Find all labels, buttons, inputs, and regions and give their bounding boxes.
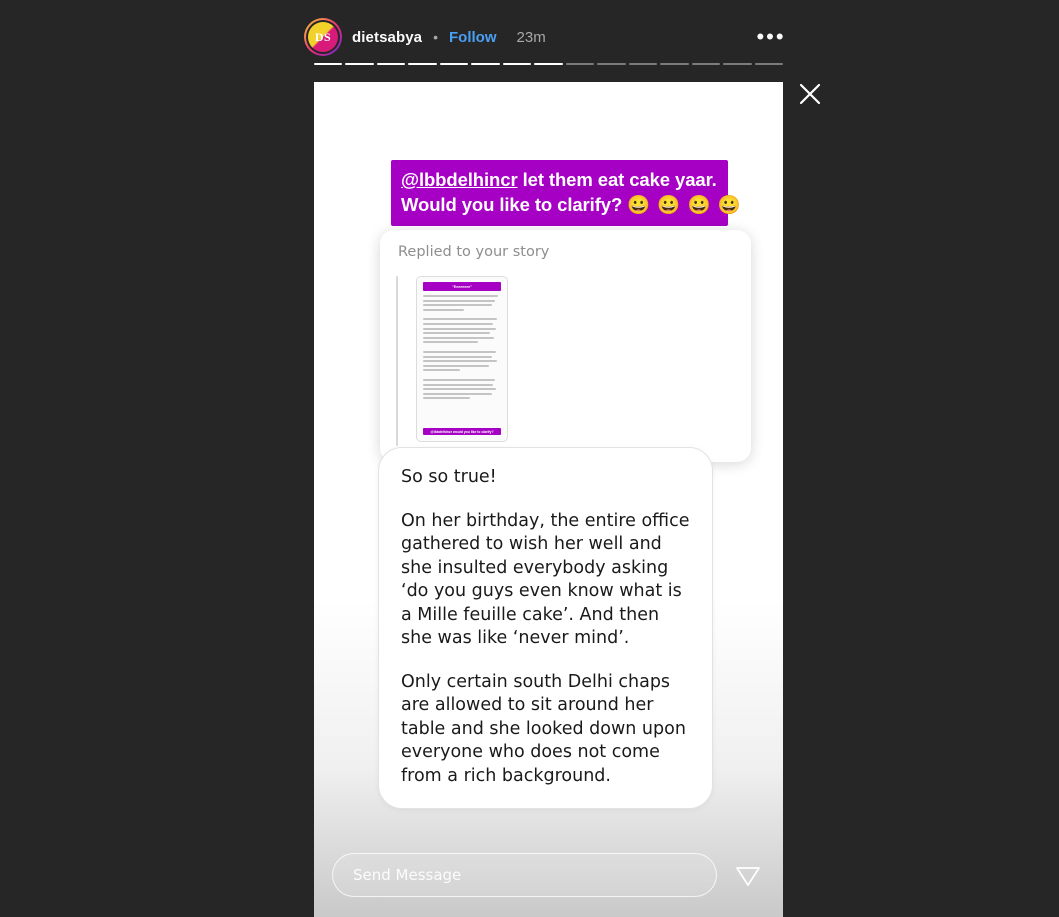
progress-segment[interactable] (314, 63, 342, 65)
thumbnail-caption-bottom (423, 428, 501, 435)
progress-segment[interactable] (503, 63, 531, 65)
caption-line-1 (401, 167, 718, 192)
reply-thumb-row (396, 276, 735, 446)
progress-segment[interactable] (377, 63, 405, 65)
ellipsis-icon[interactable]: ••• (756, 24, 786, 49)
replied-to-story-card (380, 230, 751, 462)
progress-segment[interactable] (692, 63, 720, 65)
progress-segment[interactable] (597, 63, 625, 65)
progress-segment[interactable] (566, 63, 594, 65)
avatar[interactable] (304, 18, 342, 56)
paper-plane-icon[interactable] (731, 858, 765, 892)
story-canvas[interactable] (314, 82, 783, 917)
message-bubble (378, 447, 713, 809)
replied-to-story-label: Replied to your story (398, 244, 550, 260)
timestamp-label: 23m (516, 28, 546, 46)
thumbnail-text-lines (423, 295, 501, 399)
avatar-initials: DS (308, 22, 338, 52)
message-paragraph: Only certain south Delhi chaps are allowed to sit around her table and she looked down upon everyone who does not come from a rich background. (401, 671, 686, 786)
avatar-inner (306, 20, 340, 54)
send-message-input[interactable] (332, 853, 717, 897)
progress-segment[interactable] (440, 63, 468, 65)
thumbnail-caption-top-text: "Eeeeeeee" (452, 284, 472, 289)
username-label[interactable]: dietsabya (352, 28, 423, 46)
story-progress-bar (314, 62, 783, 66)
progress-segment[interactable] (723, 63, 751, 65)
story-header (304, 14, 794, 60)
separator-dot: • (433, 29, 439, 45)
caption-line-2 (401, 192, 742, 217)
caption-emojis: 😀 😀 😀 😀 (627, 194, 742, 215)
message-paragraph: On her birthday, the entire office gathered to wish her well and she insulted everybody asking ‘do you guys even know what is a Mille feuille cake’. And then she was like ‘never mind’. (401, 510, 690, 648)
thumbnail-caption-top (423, 282, 501, 291)
progress-segment[interactable] (345, 63, 373, 65)
follow-button[interactable]: Follow (449, 28, 497, 46)
caption-line-2-text: Would you like to clarify? (401, 194, 623, 215)
progress-segment[interactable] (408, 63, 436, 65)
progress-segment[interactable] (755, 63, 783, 65)
story-footer (314, 853, 783, 897)
caption-line-1-rest: let them eat cake yaar. (517, 169, 717, 190)
progress-segment[interactable] (534, 63, 562, 65)
progress-segment[interactable] (629, 63, 657, 65)
mention-link[interactable]: @lbbdelhincr (401, 169, 518, 190)
thumbnail-caption-bottom-text: @lbbdelhincr would you like to clarify? (430, 429, 494, 434)
close-icon[interactable] (795, 79, 825, 109)
story-caption (391, 160, 742, 226)
reply-quote-bar (396, 276, 398, 446)
message-paragraph: So so true! (401, 467, 497, 487)
progress-segment[interactable] (660, 63, 688, 65)
story-thumbnail[interactable] (416, 276, 508, 442)
progress-segment[interactable] (471, 63, 499, 65)
